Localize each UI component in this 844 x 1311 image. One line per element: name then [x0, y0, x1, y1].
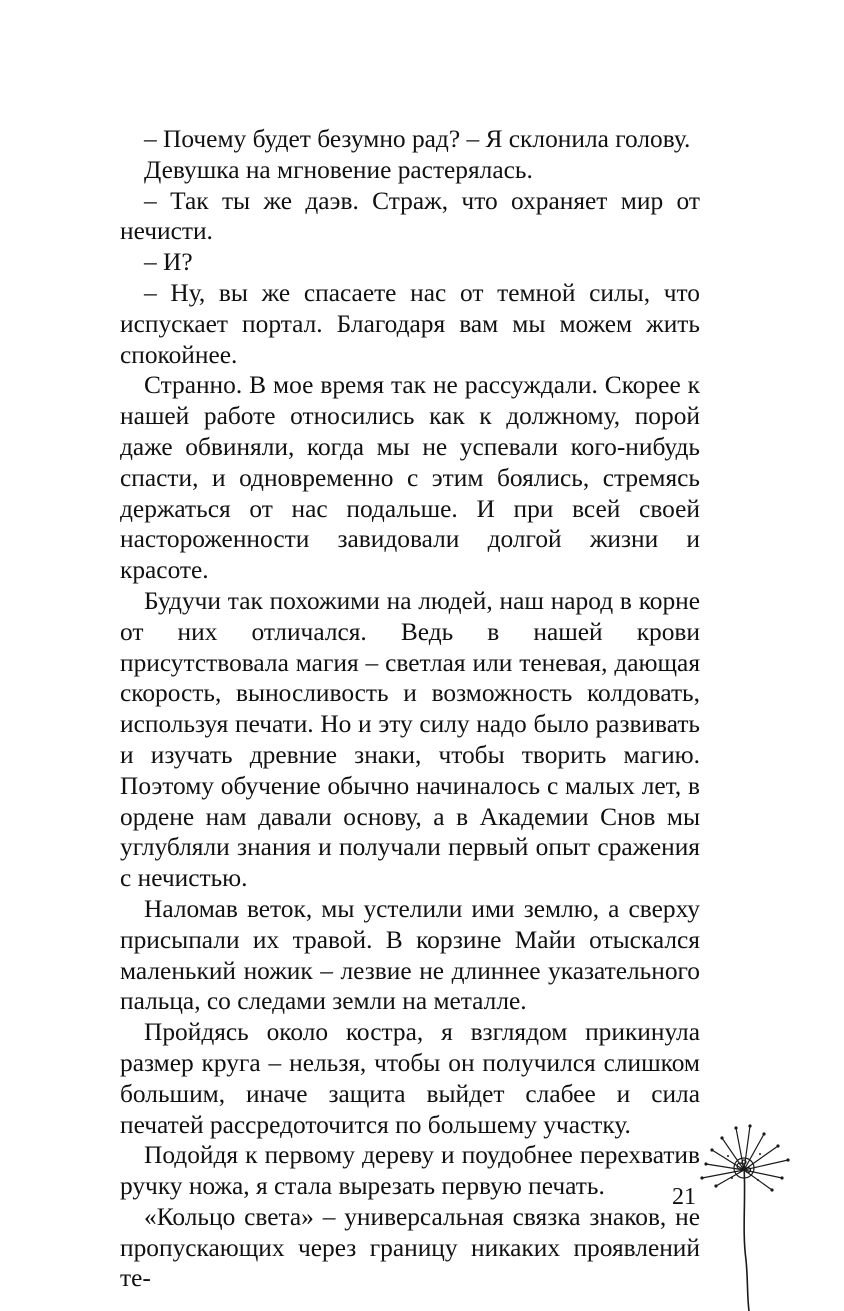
paragraph: Странно. В мое время так не рассуждали. Скорее к нашей работе относились как к должному, порой даже обвиняли, когда мы не успевали кого-нибудь спасти, и одновременно с этим боялись, стремясь держаться от нас подальше. И при всей своей настороженности завидовали долгой жизни и красоте.	[120, 371, 700, 585]
dandelion-flower-icon	[692, 1120, 802, 1311]
paragraph: Подойдя к первому дереву и поудобнее перехватив ручку ножа, я стала вырезать первую печать.	[120, 1141, 700, 1201]
page-body-text	[120, 124, 700, 1294]
paragraph: – И?	[144, 248, 193, 277]
paragraph: Девушка на мгновение растерялась.	[144, 155, 533, 184]
paragraph: Будучи так похожими на людей, наш народ в корне от них отличался. Ведь в нашей крови присутствовала магия – светлая или теневая, дающая скорость, выносливость и возможность колдовать, используя печати. Но и эту силу надо было развивать и изучать древние знаки, чтобы творить магию. Поэтому обучение обычно начиналось с малых лет, в ордене нам давали основу, а в Академии Снов мы углубляли знания и получали первый опыт сражения с нечистью.	[120, 586, 700, 893]
paragraph: – Ну, вы же спасаете нас от темной силы, что испускает портал. Благодаря вам мы можем жить спокойнее.	[120, 278, 700, 369]
paragraph: – Почему будет безумно рад? – Я склонила голову.	[144, 125, 691, 153]
paragraph: Пройдясь около костра, я взглядом прикинула размер круга – нельзя, чтобы он получился слишком большим, иначе защита выйдет слабее и сила печатей рассредоточится по большему участку.	[120, 1018, 700, 1139]
page-number: 21	[672, 1184, 696, 1210]
paragraph: – Так ты же даэв. Страж, что охраняет мир от нечисти.	[120, 186, 700, 246]
paragraph: Наломав веток, мы устелили ими землю, а сверху присыпали их травой. В корзине Майи отыскался маленький ножик – лезвие не длиннее указательного пальца, со следами земли на металле.	[120, 894, 700, 1016]
paragraph: «Кольцо света» – универсальная связка знаков, не пропускающих через границу никаких проявлений те-	[120, 1202, 700, 1293]
